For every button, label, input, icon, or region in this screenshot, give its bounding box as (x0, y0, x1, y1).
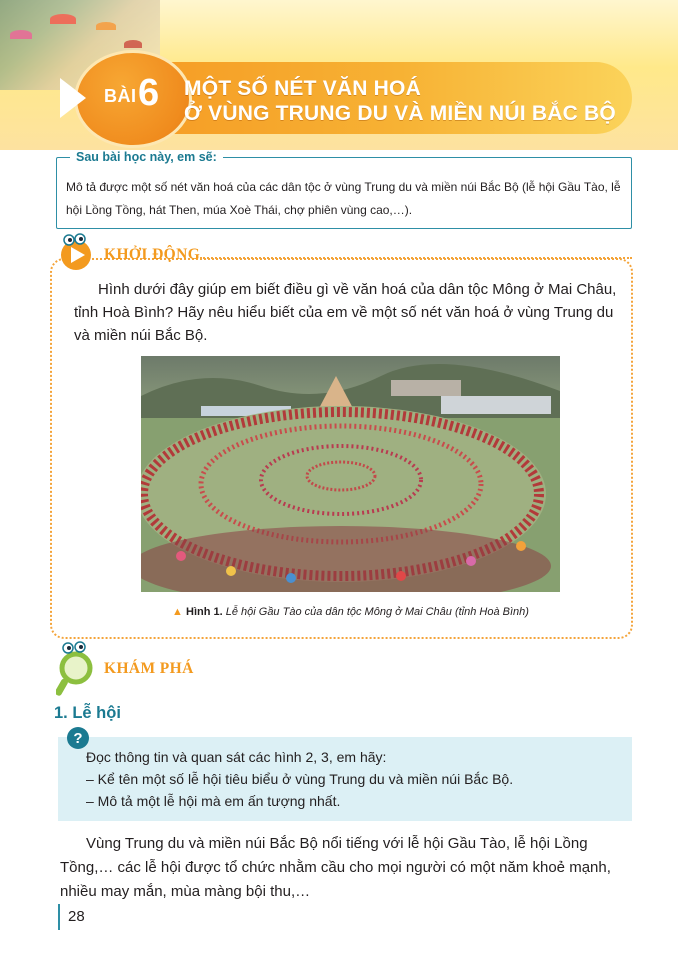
play-arrow-icon (60, 78, 86, 118)
question-intro: Đọc thông tin và quan sát các hình 2, 3, em hãy: (86, 749, 387, 765)
svg-text:?: ? (73, 730, 83, 747)
lesson-title-line2: Ở VÙNG TRUNG DU VÀ MIỀN NÚI BẮC BỘ (184, 102, 616, 125)
subsection-title: 1. Lễ hội (54, 704, 121, 722)
page-number-rule (58, 904, 60, 930)
question-item: – Mô tả một lễ hội mà em ấn tượng nhất. (86, 793, 341, 809)
objectives-text: Mô tả được một số nét văn hoá của các dân tộc ở vùng Trung du và miền núi Bắc Bộ (lễ hội Gầu Tào, lễ hội Lồng Tồng, hát Then, múa Xoè Thái, chợ phiên vùng cao,…). (66, 180, 621, 217)
question-list (86, 746, 626, 812)
magnifier-mascot-icon (56, 640, 100, 698)
festival-photo (141, 356, 560, 592)
figure-caption-text: Lễ hội Gầu Tào của dân tộc Mông ở Mai Châu (tỉnh Hoà Bình) (225, 606, 529, 618)
lesson-label: BÀI (104, 86, 137, 106)
figure-label: Hình 1. (186, 606, 223, 618)
mascot-play-icon (56, 233, 96, 273)
figure-caption (141, 606, 560, 618)
warmup-title: KHỞI ĐỘNG (104, 246, 201, 263)
warmup-text: Hình dưới đây giúp em biết điều gì về văn hoá của dân tộc Mông ở Mai Châu, tỉnh Hoà Bình? Hãy nêu hiểu biết của em về một số nét văn hoá ở vùng Trung du và miền núi Bắc Bộ. (74, 281, 617, 344)
lesson-number: 6 (138, 72, 160, 114)
explore-title: KHÁM PHÁ (104, 660, 194, 677)
page-number: 28 (68, 908, 85, 925)
body-paragraph: Vùng Trung du và miền núi Bắc Bộ nổi tiếng với lễ hội Gầu Tào, lễ hội Lồng Tồng,… các lễ hội được tổ chức nhằm cầu cho mọi người có một năm khoẻ mạnh, nhiều may mắn, mùa màng bội thu,… (60, 835, 611, 900)
caption-triangle-icon: ▲ (172, 606, 183, 618)
lesson-title (184, 76, 624, 126)
objectives-label: Sau bài học này, em sẽ: (70, 150, 223, 164)
question-item: – Kể tên một số lễ hội tiêu biểu ở vùng Trung du và miền núi Bắc Bộ. (86, 771, 514, 787)
warmup-divider (200, 257, 632, 259)
lesson-title-line1: MỘT SỐ NÉT VĂN HOÁ (184, 77, 421, 100)
